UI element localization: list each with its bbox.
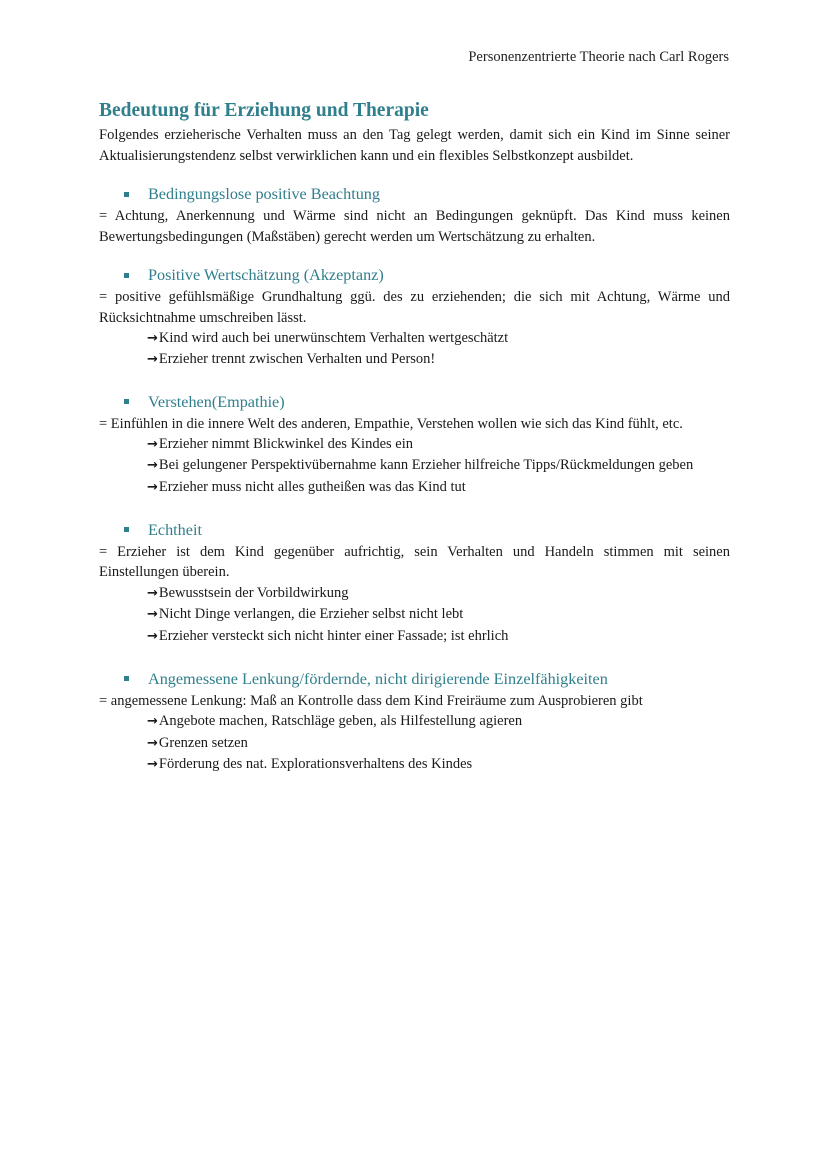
section-title-text: Bedingungslose positive Beachtung xyxy=(148,185,380,203)
section-title xyxy=(124,264,730,286)
square-bullet-icon xyxy=(124,273,129,278)
running-header: Personenzentrierte Theorie nach Carl Rogers xyxy=(468,49,729,65)
list-item: →Kind wird auch bei unerwünschtem Verhalten wertgeschätzt xyxy=(147,330,509,346)
list-item: →Bewusstsein der Vorbildwirkung xyxy=(147,584,349,601)
list-item: →Erzieher nimmt Blickwinkel des Kindes ein xyxy=(147,436,413,453)
intro-paragraph: Folgendes erzieherische Verhalten muss an den Tag gelegt werden, damit sich ein Kind im Sinne seiner Aktualisierungstendenz selbst verwirklichen kann und ein flexibles Selbstkonzept ausbildet. xyxy=(99,127,730,164)
arrow-right-icon: → xyxy=(147,735,158,751)
list-item: →Förderung des nat. Explorationsverhaltens des Kindes xyxy=(147,755,473,772)
arrow-right-icon: → xyxy=(147,628,158,644)
section-positive-wertschaetzung xyxy=(99,264,730,371)
arrow-right-icon: → xyxy=(147,437,158,453)
square-bullet-icon xyxy=(124,527,129,532)
arrow-right-icon: → xyxy=(147,756,158,772)
section-title xyxy=(124,183,730,205)
arrow-right-icon: → xyxy=(147,331,158,346)
square-bullet-icon xyxy=(124,399,129,404)
list-item: →Erzieher muss nicht alles gutheißen was das Kind tut xyxy=(147,478,466,495)
section-title-text: Positive Wertschätzung (Akzeptanz) xyxy=(148,266,384,284)
page-title: Bedeutung für Erziehung und Therapie xyxy=(99,100,429,121)
arrow-point-list xyxy=(147,434,730,498)
section-title-text: Angemessene Lenkung/fördernde, nicht dirigierende Einzelfähigkeiten xyxy=(148,669,608,688)
section-title xyxy=(124,519,730,541)
square-bullet-icon xyxy=(124,192,129,197)
section-definition: = Achtung, Anerkennung und Wärme sind nicht an Bedingungen geknüpft. Das Kind muss keinen Bewertungsbedingungen (Maßstäben) gerecht werden um Wertschätzung zu erhalten. xyxy=(99,208,730,245)
section-echtheit xyxy=(99,519,730,647)
section-definition: = angemessene Lenkung: Maß an Kontrolle dass dem Kind Freiräume zum Ausprobieren gibt xyxy=(99,692,643,709)
section-title xyxy=(124,391,730,413)
list-item: →Erzieher versteckt sich nicht hinter einer Fassade; ist ehrlich xyxy=(147,627,509,644)
section-definition: = Einfühlen in die innere Welt des anderen, Empathie, Verstehen wollen wie sich das Kind fühlt, etc. xyxy=(99,415,683,432)
arrow-point-list xyxy=(147,583,730,647)
list-item: →Nicht Dinge verlangen, die Erzieher selbst nicht lebt xyxy=(147,606,464,623)
section-title-text: Echtheit xyxy=(148,520,202,539)
list-item: →Angebote machen, Ratschläge geben, als Hilfestellung agieren xyxy=(147,713,523,730)
section-title-text: Verstehen(Empathie) xyxy=(148,392,285,411)
arrow-right-icon: → xyxy=(147,352,158,368)
arrow-right-icon: → xyxy=(147,479,158,495)
section-verstehen-empathie xyxy=(99,391,730,498)
square-bullet-icon xyxy=(124,676,129,681)
arrow-right-icon: → xyxy=(147,458,158,474)
section-title xyxy=(124,668,730,690)
arrow-right-icon: → xyxy=(147,714,158,730)
section-angemessene-lenkung xyxy=(99,668,730,775)
page-content xyxy=(99,99,730,775)
section-definition: = positive gefühlsmäßige Grundhaltung ggü. des zu erziehenden; die sich mit Achtung, Wärme und Rücksichtnahme umschreiben lässt. xyxy=(99,289,730,326)
list-item: →Grenzen setzen xyxy=(147,734,248,751)
list-item: →Erzieher trennt zwischen Verhalten und Person! xyxy=(147,351,436,368)
arrow-right-icon: → xyxy=(147,585,158,601)
section-bedingungslose-beachtung xyxy=(99,183,730,247)
section-definition: = Erzieher ist dem Kind gegenüber aufrichtig, sein Verhalten und Handeln stimmen mit seinen Einstellungen überein. xyxy=(99,543,730,581)
arrow-point-list xyxy=(147,711,730,775)
arrow-right-icon: → xyxy=(147,607,158,623)
arrow-point-list xyxy=(147,328,730,371)
list-item: →Bei gelungener Perspektivübernahme kann Erzieher hilfreiche Tipps/Rückmeldungen geben xyxy=(147,457,694,474)
